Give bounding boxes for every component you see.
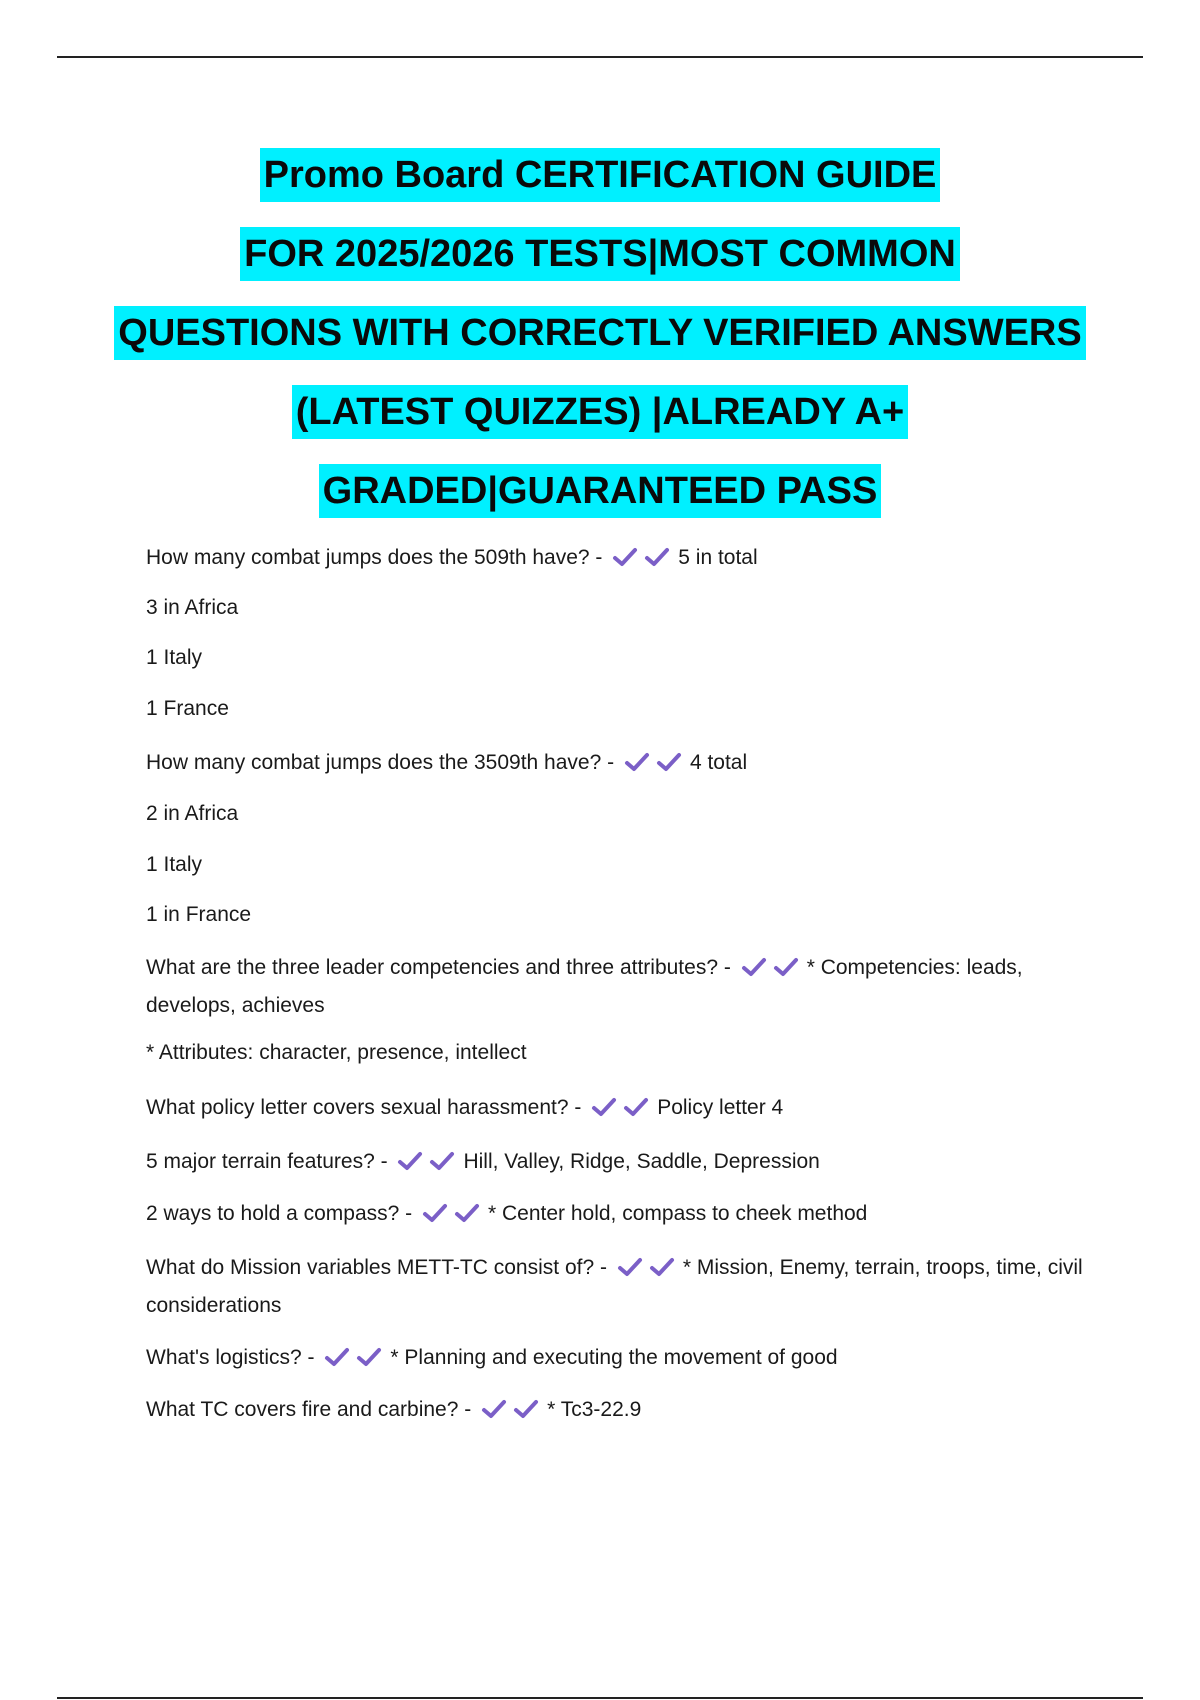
check-icon <box>356 1346 384 1368</box>
qa-item <box>146 1251 1086 1323</box>
double-check <box>741 955 805 989</box>
double-check <box>617 1255 681 1289</box>
check-icon <box>481 1398 509 1420</box>
qa-item <box>146 541 1086 579</box>
answer-text: * Competencies: leads, develops, achieves <box>146 956 1023 1017</box>
title-line <box>0 148 1200 227</box>
double-check <box>324 1345 388 1379</box>
document-title <box>0 148 1200 543</box>
question-text: What do Mission variables METT-TC consist of? - <box>146 1256 607 1279</box>
answer-line: 1 in France <box>146 903 252 926</box>
check-icon <box>624 751 652 773</box>
title-line <box>0 306 1200 385</box>
answer-text: * Center hold, compass to cheek method <box>487 1202 868 1225</box>
answer-line: 2 in Africa <box>146 802 239 825</box>
check-icon <box>422 1202 450 1224</box>
answer-text: 5 in total <box>678 546 758 569</box>
answer-text: * Tc3-22.9 <box>547 1398 642 1421</box>
qa-item <box>146 1197 1086 1235</box>
question-text: What's logistics? - <box>146 1346 315 1369</box>
answer-text: Policy letter 4 <box>657 1096 784 1119</box>
question-text: What policy letter covers sexual harassment? - <box>146 1096 582 1119</box>
check-icon <box>513 1398 541 1420</box>
check-icon <box>617 1256 645 1278</box>
top-rule <box>57 56 1143 58</box>
check-icon <box>612 546 640 568</box>
qa-item <box>146 951 1086 1023</box>
check-icon <box>773 956 801 978</box>
double-check <box>481 1397 545 1431</box>
answer-line: * Attributes: character, presence, intellect <box>146 1041 527 1064</box>
double-check <box>422 1201 486 1235</box>
question-text: What are the three leader competencies and three attributes? - <box>146 956 731 979</box>
title-line-text: GRADED|GUARANTEED PASS <box>319 464 882 518</box>
double-check <box>397 1149 461 1183</box>
qa-item <box>146 1091 1086 1129</box>
title-line <box>0 385 1200 464</box>
check-icon <box>741 956 769 978</box>
title-line <box>0 464 1200 543</box>
question-text: 2 ways to hold a compass? - <box>146 1202 413 1225</box>
check-icon <box>397 1150 425 1172</box>
check-icon <box>454 1202 482 1224</box>
answer-line: 1 Italy <box>146 853 203 876</box>
check-icon <box>591 1096 619 1118</box>
question-text: What TC covers fire and carbine? - <box>146 1398 472 1421</box>
title-line-text: FOR 2025/2026 TESTS|MOST COMMON <box>240 227 960 281</box>
check-icon <box>623 1096 651 1118</box>
answer-line: 1 France <box>146 697 229 720</box>
answer-text: Hill, Valley, Ridge, Saddle, Depression <box>463 1150 820 1173</box>
double-check <box>612 545 676 579</box>
check-icon <box>429 1150 457 1172</box>
answer-text: * Planning and executing the movement of good <box>390 1346 838 1369</box>
qa-item <box>146 1393 1086 1431</box>
qa-item <box>146 1145 1086 1183</box>
question-text: How many combat jumps does the 3509th have? - <box>146 751 615 774</box>
answer-text: 4 total <box>689 751 748 774</box>
check-icon <box>324 1346 352 1368</box>
qa-item <box>146 1341 1086 1379</box>
answer-line: 3 in Africa <box>146 596 239 619</box>
title-line-text: Promo Board CERTIFICATION GUIDE <box>260 148 941 202</box>
question-text: 5 major terrain features? - <box>146 1150 388 1173</box>
title-line-text: (LATEST QUIZZES) |ALREADY A+ <box>292 385 908 439</box>
answer-line: 1 Italy <box>146 646 203 669</box>
title-line-text: QUESTIONS WITH CORRECTLY VERIFIED ANSWERS <box>114 306 1085 360</box>
check-icon <box>649 1256 677 1278</box>
double-check <box>624 750 688 784</box>
answer-text: * Mission, Enemy, terrain, troops, time, civil considerations <box>146 1256 1083 1317</box>
qa-item <box>146 746 1086 784</box>
question-text: How many combat jumps does the 509th have? - <box>146 546 603 569</box>
bottom-rule <box>57 1697 1143 1699</box>
double-check <box>591 1095 655 1129</box>
check-icon <box>644 546 672 568</box>
title-line <box>0 227 1200 306</box>
check-icon <box>656 751 684 773</box>
